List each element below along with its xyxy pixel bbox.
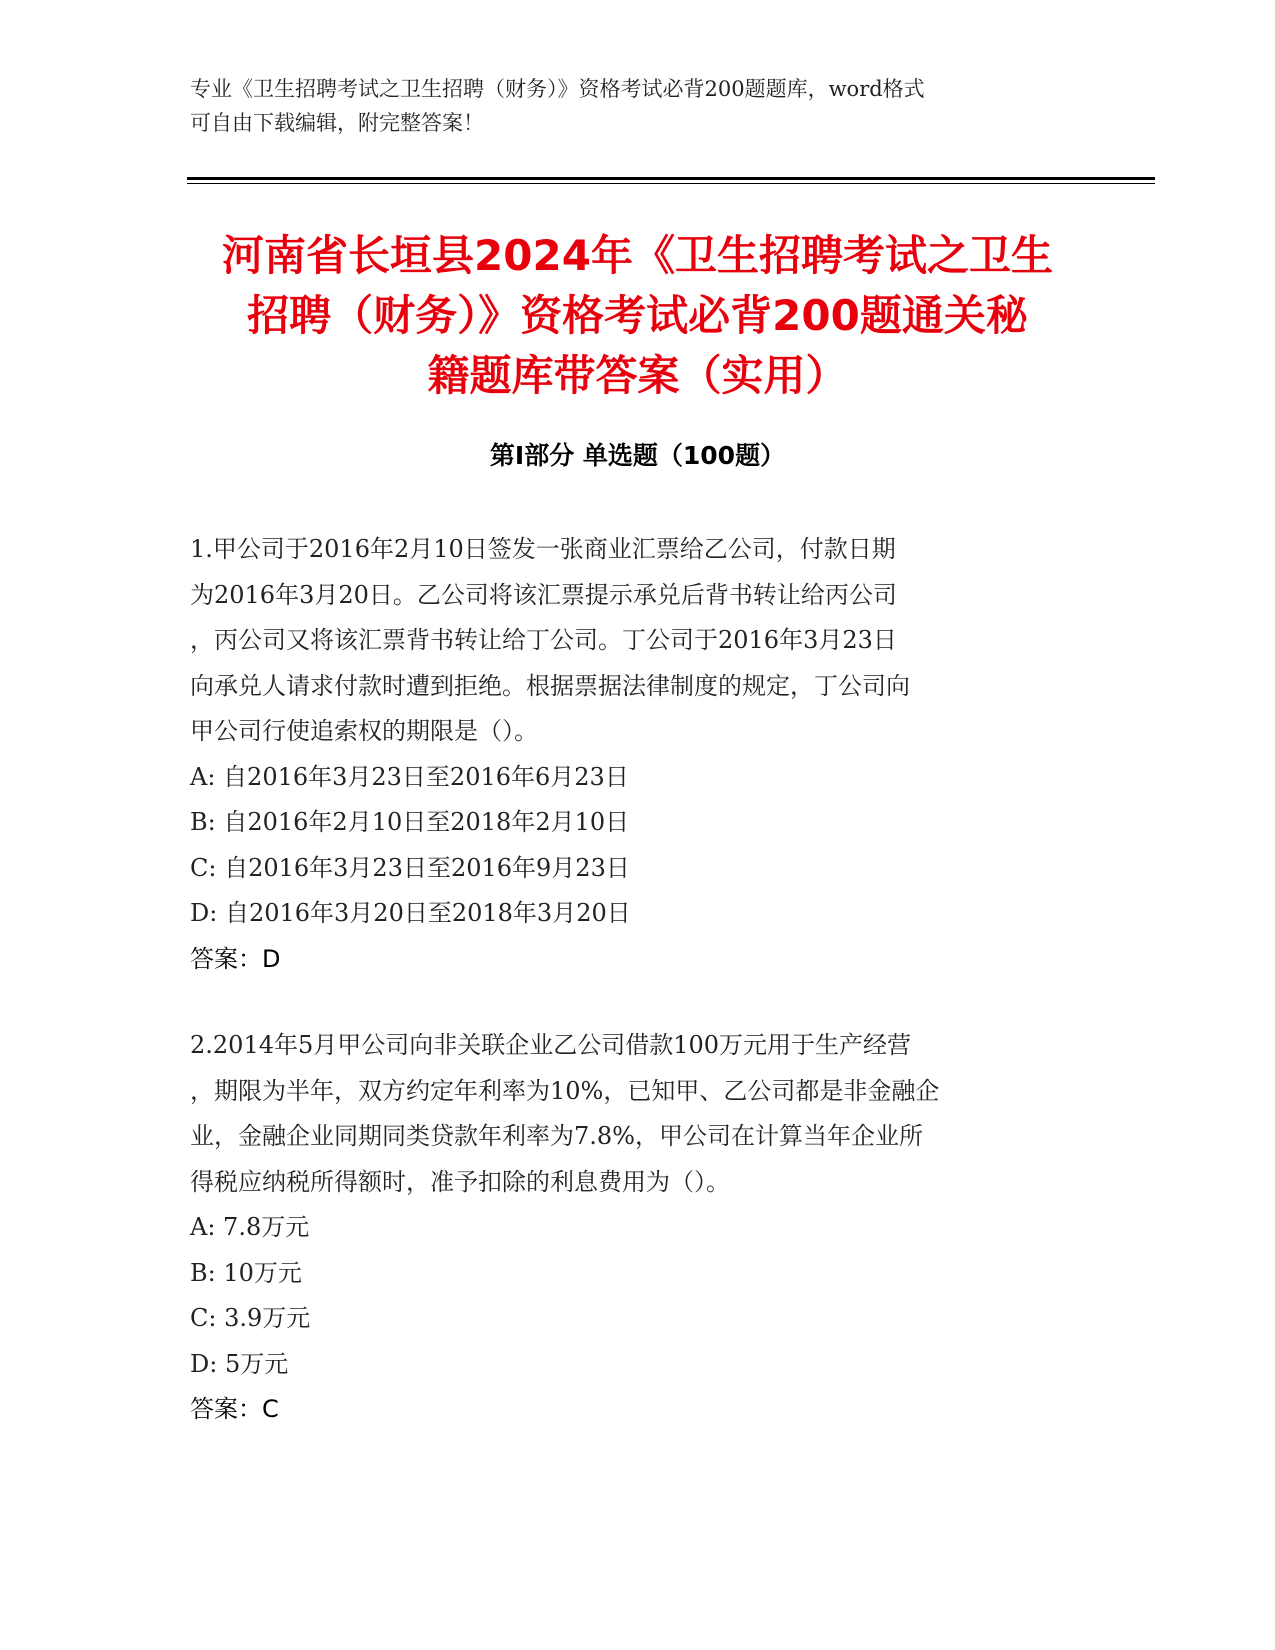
option-c: C: 3.9万元 — [190, 1304, 311, 1332]
option-a: A: 7.8万元 — [190, 1213, 310, 1241]
option-d: D: 自2016年3月20日至2018年3月20日 — [190, 899, 631, 927]
answer-label: 答案：D — [190, 944, 281, 973]
answer-label: 答案：C — [190, 1395, 279, 1423]
question-block — [190, 1023, 1090, 1433]
option-d: D: 5万元 — [190, 1349, 289, 1378]
question-text-line: ，期限为半年，双方约定年利率为10%，已知甲、乙公司都是非金融企 — [190, 1076, 940, 1105]
question-text-line: 甲公司行使追索权的期限是（）。 — [190, 717, 538, 745]
title-line: 河南省长垣县2024年《卫生招聘考试之卫生 — [222, 231, 1053, 280]
document-title — [150, 226, 1125, 406]
question-text-line: 2.2014年5月甲公司向非关联企业乙公司借款100万元用于生产经营 — [190, 1031, 912, 1059]
header-note-line: 可自由下载编辑，附完整答案！ — [190, 111, 484, 135]
option-b: B: 10万元 — [190, 1258, 302, 1287]
question-text-line: 得税应纳税所得额时，准予扣除的利息费用为（）。 — [190, 1167, 730, 1196]
question-text-line: 1.甲公司于2016年2月10日签发一张商业汇票给乙公司，付款日期 — [190, 535, 896, 563]
question-text-line: 业，金融企业同期同类贷款年利率为7.8%，甲公司在计算当年企业所 — [190, 1122, 923, 1150]
header-note-line: 专业《卫生招聘考试之卫生招聘（财务）》资格考试必背200题题库，word格式 — [190, 77, 925, 101]
header-divider-thin — [187, 183, 1155, 184]
header-note — [190, 72, 1070, 140]
question-text-line: 向承兑人请求付款时遭到拒绝。根据票据法律制度的规定，丁公司向 — [190, 671, 910, 700]
title-line: 招聘（财务）》资格考试必背200题通关秘 — [247, 291, 1028, 340]
option-b: B: 自2016年2月10日至2018年2月10日 — [190, 808, 630, 836]
section-title: 第Ⅰ部分 单选题（100题） — [489, 441, 786, 470]
header-divider-thick — [187, 177, 1155, 180]
option-c: C: 自2016年3月23日至2016年9月23日 — [190, 853, 630, 882]
option-a: A: 自2016年3月23日至2016年6月23日 — [190, 762, 629, 791]
title-line: 籍题库带答案（实用） — [427, 351, 848, 400]
question-text-line: 为2016年3月20日。乙公司将该汇票提示承兑后背书转让给丙公司 — [190, 580, 897, 609]
question-text-line: ，丙公司又将该汇票背书转让给丁公司。丁公司于2016年3月23日 — [190, 626, 897, 654]
question-block — [190, 527, 1090, 982]
